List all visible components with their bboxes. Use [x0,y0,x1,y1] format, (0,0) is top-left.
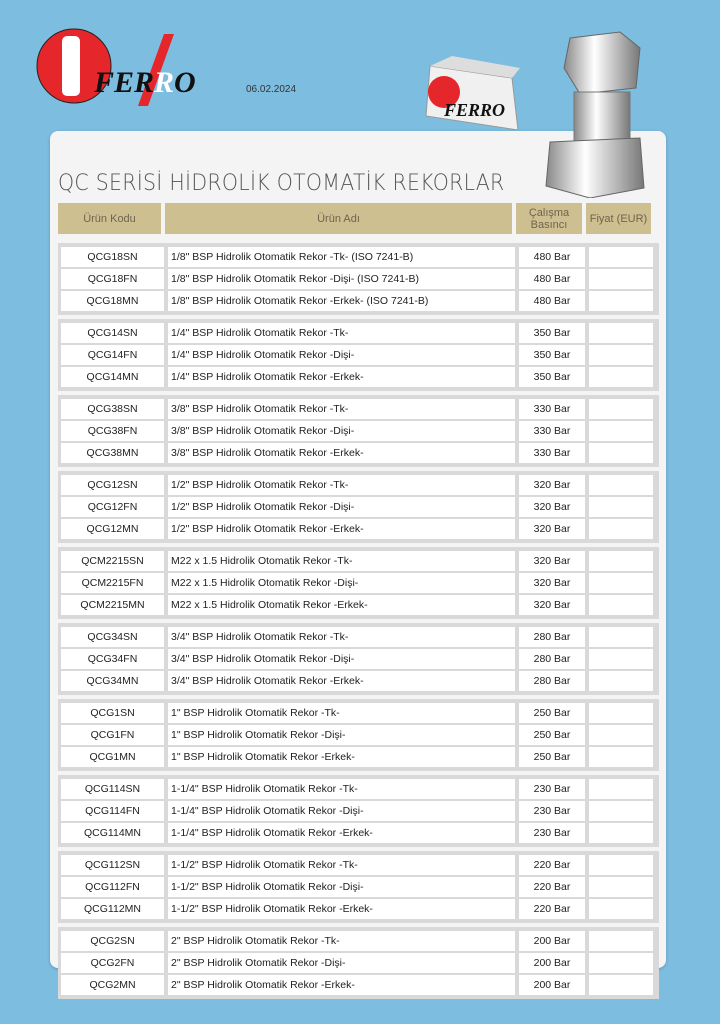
cell-code: QCG112FN [61,877,164,897]
cell-code: QCG2MN [61,975,164,995]
table-row [61,898,656,920]
cell-pressure: 480 Bar [519,291,585,311]
ferro-logo [36,26,206,106]
cell-pressure: 330 Bar [519,443,585,463]
cell-price [589,779,653,799]
table-row [61,366,656,388]
cell-price [589,421,653,441]
cell-code: QCG114SN [61,779,164,799]
cell-code: QCG1SN [61,703,164,723]
table-row [61,398,656,420]
cell-price [589,627,653,647]
header-code: Ürün Kodu [58,203,161,234]
cell-name: 1/2" BSP Hidrolik Otomatik Rekor -Erkek- [168,519,515,539]
cell-pressure: 280 Bar [519,627,585,647]
cell-pressure: 320 Bar [519,551,585,571]
cell-code: QCG112MN [61,899,164,919]
table-row [61,822,656,844]
cell-pressure: 480 Bar [519,269,585,289]
table-row [61,778,656,800]
table-row [61,746,656,768]
cell-price [589,399,653,419]
table-row [61,952,656,974]
cell-price [589,931,653,951]
cell-code: QCG34MN [61,671,164,691]
cell-price [589,823,653,843]
cell-pressure: 320 Bar [519,475,585,495]
cell-pressure: 220 Bar [519,877,585,897]
cell-code: QCM2215FN [61,573,164,593]
cell-name: 2" BSP Hidrolik Otomatik Rekor -Tk- [168,931,515,951]
cell-name: M22 x 1.5 Hidrolik Otomatik Rekor -Tk- [168,551,515,571]
table-row [61,724,656,746]
cell-code: QCG38MN [61,443,164,463]
cell-pressure: 280 Bar [519,649,585,669]
table-row [61,854,656,876]
table-row [61,268,656,290]
cell-name: 3/8" BSP Hidrolik Otomatik Rekor -Tk- [168,399,515,419]
cell-price [589,247,653,267]
cell-pressure: 250 Bar [519,747,585,767]
cell-name: 1/4" BSP Hidrolik Otomatik Rekor -Erkek- [168,367,515,387]
header-price: Fiyat (EUR) [586,203,651,234]
cell-pressure: 220 Bar [519,899,585,919]
cell-code: QCG34FN [61,649,164,669]
cell-name: M22 x 1.5 Hidrolik Otomatik Rekor -Erkek- [168,595,515,615]
cell-name: 1-1/4" BSP Hidrolik Otomatik Rekor -Erkek- [168,823,515,843]
table-row [61,594,656,616]
cell-price [589,323,653,343]
cell-code: QCG14MN [61,367,164,387]
cell-price [589,367,653,387]
cell-pressure: 230 Bar [519,823,585,843]
table-header [58,203,659,234]
table-row [61,930,656,952]
cell-price [589,671,653,691]
product-group [58,775,659,847]
date: 06.02.2024 [246,84,297,95]
cell-code: QCG14SN [61,323,164,343]
cell-name: 1-1/4" BSP Hidrolik Otomatik Rekor -Dişi- [168,801,515,821]
cell-code: QCG34SN [61,627,164,647]
cell-price [589,573,653,593]
cell-price [589,855,653,875]
cell-code: QCG112SN [61,855,164,875]
header-pressure: Çalışma Basıncı [516,203,582,234]
table-row [61,702,656,724]
table-row [61,626,656,648]
header-name: Ürün Adı [165,203,512,234]
cell-code: QCG2SN [61,931,164,951]
product-box-image [422,56,522,130]
table-row [61,290,656,312]
cell-code: QCG114MN [61,823,164,843]
cell-code: QCG114FN [61,801,164,821]
cell-name: 1" BSP Hidrolik Otomatik Rekor -Tk- [168,703,515,723]
cell-code: QCG18SN [61,247,164,267]
table-row [61,420,656,442]
table-row [61,876,656,898]
cell-price [589,649,653,669]
cell-name: 3/4" BSP Hidrolik Otomatik Rekor -Dişi- [168,649,515,669]
table-row [61,442,656,464]
cell-pressure: 330 Bar [519,399,585,419]
coupling-product-image [540,28,650,198]
cell-name: 3/8" BSP Hidrolik Otomatik Rekor -Dişi- [168,421,515,441]
cell-pressure: 350 Bar [519,323,585,343]
cell-code: QCG18MN [61,291,164,311]
cell-price [589,595,653,615]
cell-name: 1/4" BSP Hidrolik Otomatik Rekor -Tk- [168,323,515,343]
cell-code: QCG38SN [61,399,164,419]
table-row [61,518,656,540]
cell-name: 1/2" BSP Hidrolik Otomatik Rekor -Tk- [168,475,515,495]
cell-price [589,725,653,745]
cell-pressure: 350 Bar [519,345,585,365]
table-row [61,246,656,268]
cell-pressure: 230 Bar [519,779,585,799]
cell-pressure: 320 Bar [519,573,585,593]
cell-price [589,551,653,571]
cell-price [589,975,653,995]
cell-price [589,519,653,539]
cell-pressure: 250 Bar [519,725,585,745]
product-table [58,243,659,1003]
product-group [58,243,659,315]
cell-code: QCG12FN [61,497,164,517]
cell-name: 1-1/4" BSP Hidrolik Otomatik Rekor -Tk- [168,779,515,799]
table-row [61,572,656,594]
table-row [61,322,656,344]
cell-pressure: 230 Bar [519,801,585,821]
table-row [61,670,656,692]
cell-price [589,703,653,723]
cell-pressure: 200 Bar [519,931,585,951]
cell-name: 1/8" BSP Hidrolik Otomatik Rekor -Dişi- (ISO 7241-B) [168,269,515,289]
cell-pressure: 350 Bar [519,367,585,387]
cell-price [589,475,653,495]
cell-code: QCM2215MN [61,595,164,615]
product-group [58,471,659,543]
cell-code: QCG12MN [61,519,164,539]
cell-code: QCG1FN [61,725,164,745]
cell-name: 3/4" BSP Hidrolik Otomatik Rekor -Erkek- [168,671,515,691]
page-title: QC SERİSİ HİDROLİK OTOMATİK REKORLAR [58,171,505,196]
product-group [58,851,659,923]
cell-name: M22 x 1.5 Hidrolik Otomatik Rekor -Dişi- [168,573,515,593]
cell-name: 2" BSP Hidrolik Otomatik Rekor -Erkek- [168,975,515,995]
cell-price [589,953,653,973]
cell-name: 1/8" BSP Hidrolik Otomatik Rekor -Erkek- (ISO 7241-B) [168,291,515,311]
table-row [61,474,656,496]
cell-pressure: 220 Bar [519,855,585,875]
cell-price [589,443,653,463]
cell-name: 3/4" BSP Hidrolik Otomatik Rekor -Tk- [168,627,515,647]
cell-name: 1-1/2" BSP Hidrolik Otomatik Rekor -Dişi- [168,877,515,897]
cell-price [589,269,653,289]
cell-name: 1" BSP Hidrolik Otomatik Rekor -Dişi- [168,725,515,745]
cell-code: QCG38FN [61,421,164,441]
product-group [58,547,659,619]
cell-code: QCG12SN [61,475,164,495]
cell-pressure: 200 Bar [519,953,585,973]
cell-pressure: 200 Bar [519,975,585,995]
cell-pressure: 280 Bar [519,671,585,691]
product-group [58,319,659,391]
cell-pressure: 320 Bar [519,497,585,517]
cell-name: 3/8" BSP Hidrolik Otomatik Rekor -Erkek- [168,443,515,463]
table-row [61,648,656,670]
cell-price [589,345,653,365]
table-row [61,550,656,572]
svg-text:FERRO: FERRO [94,66,196,99]
cell-code: QCG14FN [61,345,164,365]
cell-name: 1/4" BSP Hidrolik Otomatik Rekor -Dişi- [168,345,515,365]
cell-pressure: 330 Bar [519,421,585,441]
cell-pressure: 320 Bar [519,595,585,615]
table-row [61,974,656,996]
cell-name: 1/2" BSP Hidrolik Otomatik Rekor -Dişi- [168,497,515,517]
cell-pressure: 480 Bar [519,247,585,267]
product-group [58,623,659,695]
cell-price [589,899,653,919]
cell-price [589,877,653,897]
cell-price [589,747,653,767]
cell-code: QCM2215SN [61,551,164,571]
cell-code: QCG18FN [61,269,164,289]
cell-code: QCG1MN [61,747,164,767]
product-group [58,699,659,771]
cell-name: 1" BSP Hidrolik Otomatik Rekor -Erkek- [168,747,515,767]
svg-text:FERRO: FERRO [444,100,506,120]
product-group [58,927,659,999]
cell-pressure: 320 Bar [519,519,585,539]
table-row [61,344,656,366]
cell-name: 1/8" BSP Hidrolik Otomatik Rekor -Tk- (ISO 7241-B) [168,247,515,267]
product-group [58,395,659,467]
cell-price [589,497,653,517]
cell-pressure: 250 Bar [519,703,585,723]
cell-name: 1-1/2" BSP Hidrolik Otomatik Rekor -Tk- [168,855,515,875]
cell-code: QCG2FN [61,953,164,973]
table-row [61,496,656,518]
table-row [61,800,656,822]
cell-name: 2" BSP Hidrolik Otomatik Rekor -Dişi- [168,953,515,973]
cell-name: 1-1/2" BSP Hidrolik Otomatik Rekor -Erkek- [168,899,515,919]
cell-price [589,801,653,821]
cell-price [589,291,653,311]
